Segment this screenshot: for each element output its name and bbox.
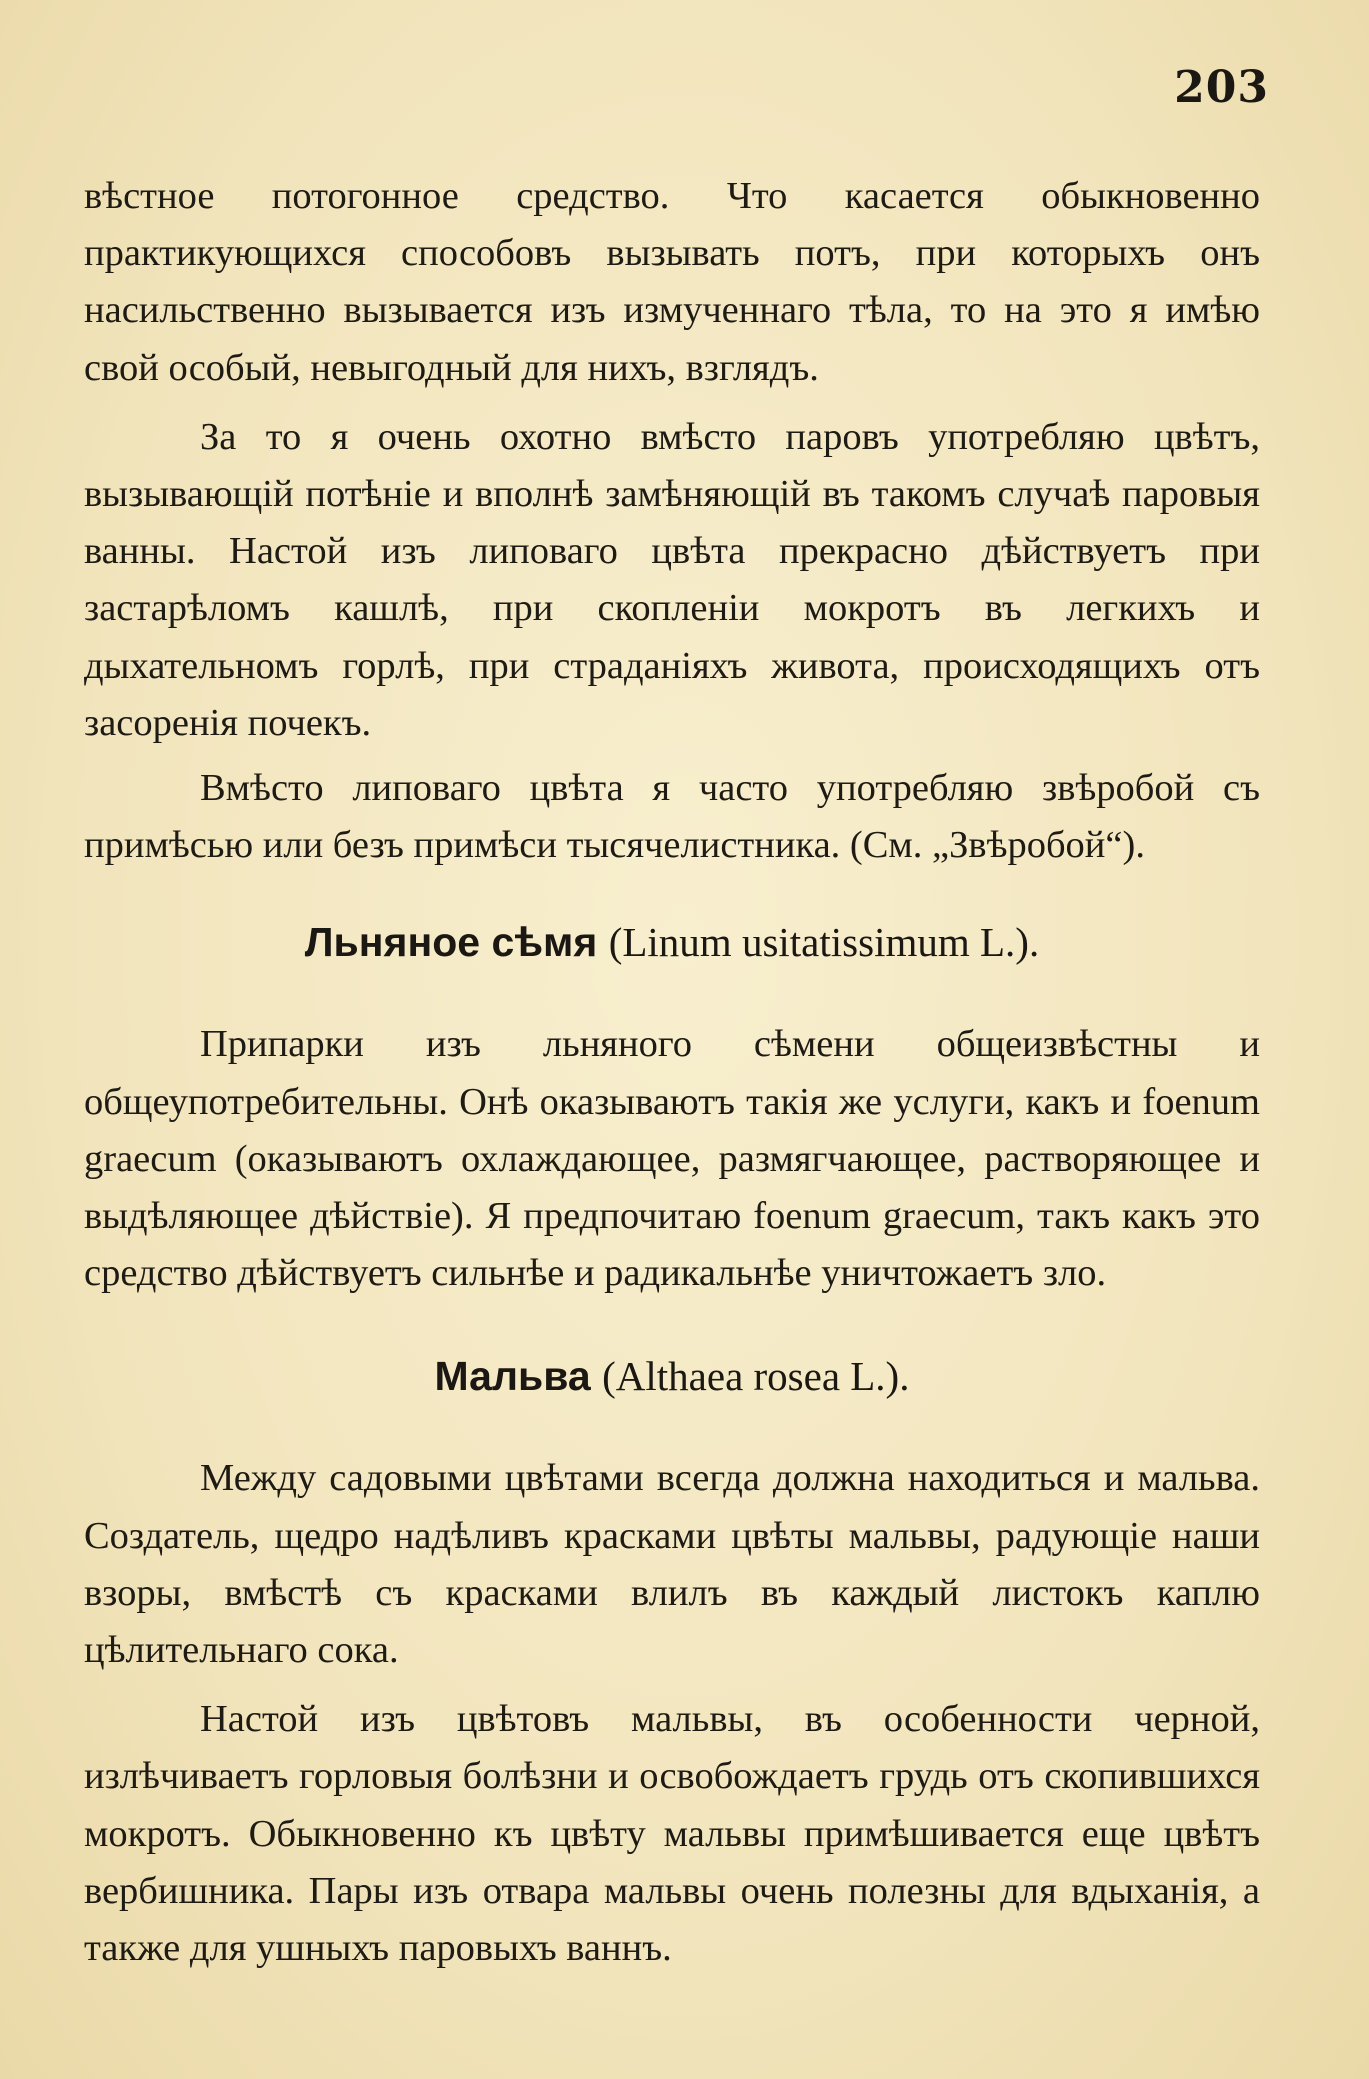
section-heading-mallow (84, 1346, 1260, 1406)
page-number: 203 (1174, 62, 1269, 113)
heading-latin-name: (Althaea rosea L.). (602, 1353, 910, 1400)
paragraph-mallow-infusion: Настой изъ цвѣтовъ мальвы, въ особенности черной, излѣчиваетъ горловыя болѣзни и освобождаетъ грудь отъ скопившихся мокротъ. Обыкновенно къ цвѣту мальвы примѣшивается еще цвѣтъ вербишника. Пары изъ отвара мальвы очень полезны для вдыханія, а также для ушныхъ паровыхъ ваннъ. (84, 1698, 1260, 1970)
paragraph-linden-flower: За то я очень охотно вмѣсто паровъ употребляю цвѣтъ, вызывающій потѣніе и вполнѣ замѣняющій въ такомъ случаѣ паровыя ванны. Настой изъ липоваго цвѣта прекрасно дѣйствуетъ при застарѣломъ кашлѣ, при скопленіи мокротъ въ легкихъ и дыхательномъ горлѣ, при страданіяхъ живота, происходящихъ отъ засоренія почекъ. (84, 415, 1260, 744)
page-content (84, 168, 1260, 1977)
section-heading-flaxseed (84, 912, 1260, 972)
paragraph-sweat-remedies: вѣстное потогонное средство. Что касается обыкновенно практикующихся способовъ вызывать потъ, при которыхъ онъ насильственно вызывается изъ измученнаго тѣла, то на это я имѣю свой особый, невыгодный для нихъ, взглядъ. (84, 175, 1260, 389)
heading-title: Мальва (434, 1353, 591, 1400)
heading-latin-name: (Linum usitatissimum L.). (608, 919, 1040, 966)
paragraph-flaxseed: Припарки изъ льняного сѣмени общеизвѣстны и общеупотребительны. Онѣ оказываютъ такія же услуги, какъ и foenum graecum (оказываютъ охлаждающее, размягчающее, растворяющее и выдѣляющее дѣйствіе). Я предпочитаю foenum graecum, такъ какъ это средство дѣйствуетъ сильнѣе и радикальнѣе уничтожаетъ зло. (84, 1023, 1260, 1295)
paragraph-mallow-garden: Между садовыми цвѣтами всегда должна находиться и мальва. Создатель, щедро надѣливъ красками цвѣты мальвы, радующіе наши взоры, вмѣстѣ съ красками влилъ въ каждый листокъ каплю цѣлительнаго сока. (84, 1457, 1260, 1672)
heading-title: Льняное сѣмя (304, 919, 598, 966)
paragraph-st-johns-wort: Вмѣсто липоваго цвѣта я часто употребляю звѣробой съ примѣсью или безъ примѣси тысячелистника. (См. „Звѣробой“). (84, 767, 1260, 867)
